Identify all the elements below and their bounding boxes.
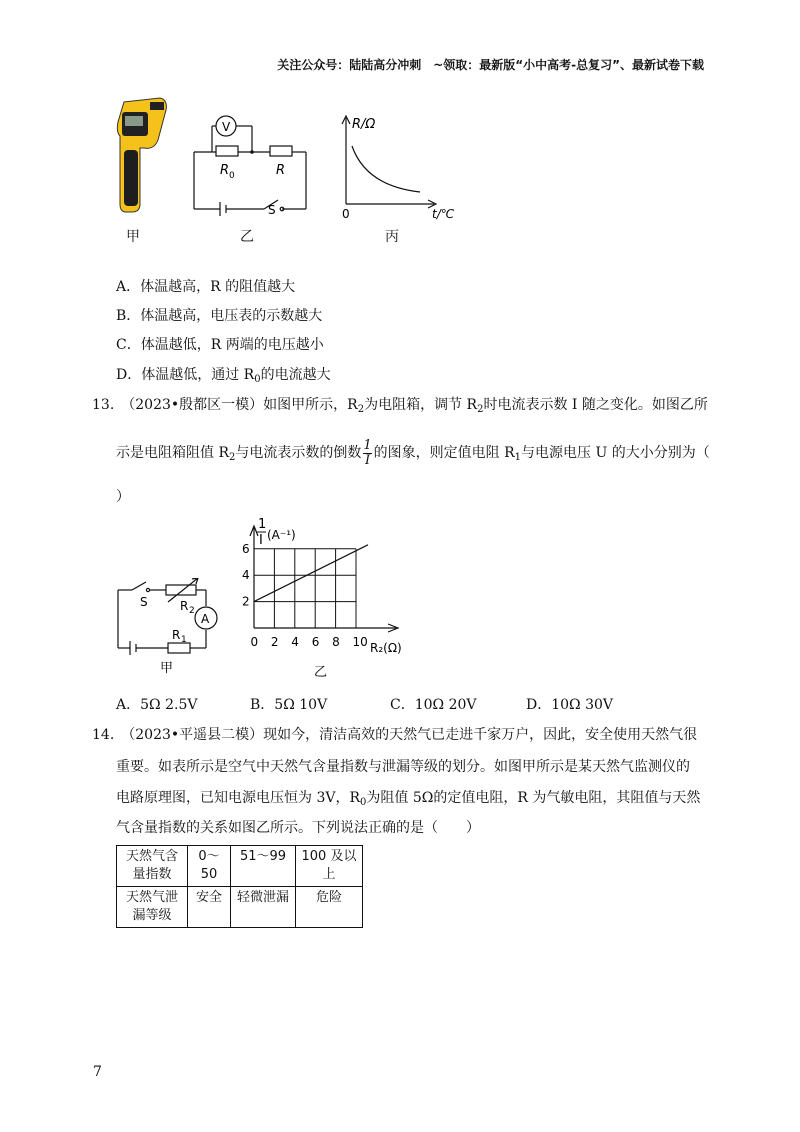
q14-number: 14. (92, 727, 115, 743)
svg-text:S: S (140, 595, 148, 609)
page-header: 关注公众号：陆陆高分冲刺 ~领取：最新版“小中高考-总复习”、最新试卷下载 (277, 58, 704, 72)
svg-text:1: 1 (181, 635, 187, 645)
table-cell: 危险 (296, 887, 363, 928)
r0-resistor (216, 146, 238, 156)
reciprocal-fraction: $\frac{1}{I}$ (363, 437, 372, 468)
q13-line2: 示是电阻箱阻值 $R_2$与电流表示数的倒数 $\frac{1}{I}$ 的图象，则定值电阻 $R_1$与电源电压 U 的大小分别为（ (116, 437, 710, 468)
gas-level-table (116, 845, 363, 928)
y-tick-label: 4 (242, 568, 250, 583)
q13-line3: ） (116, 489, 130, 505)
svg-text:R/Ω: R/Ω (352, 117, 376, 132)
table-cell: 0～50 (188, 846, 231, 887)
table-cell: 天然气泄漏等级 (117, 887, 188, 928)
q13-line1: 13. （2023•殷都区一模）如图甲所示，$R_2$为电阻箱，调节 $R_2$时电流表示数 I 随之变化。如图乙所 (92, 397, 708, 415)
q13-option-d[interactable]: D．10Ω 30V (526, 697, 614, 713)
q12-option-c[interactable]: C．体温越低，R 两端的电压越小 (116, 337, 324, 353)
fig12-label-jia: 甲 (126, 229, 140, 245)
q13-option-a[interactable]: A．5Ω 2.5V (116, 697, 198, 713)
r-resistor (270, 146, 292, 156)
svg-text:2: 2 (189, 606, 195, 616)
r-t-curve (352, 146, 420, 192)
fig12-r-t-graph (336, 112, 470, 222)
x-tick-label: 0 (250, 635, 259, 649)
page-number: 7 (93, 1064, 102, 1080)
table-cell: 100 及以上 (296, 846, 363, 887)
x-tick-label: 6 (311, 635, 320, 649)
table-row (117, 846, 363, 887)
fig12-label-bing: 丙 (385, 229, 399, 245)
q14-line3: 电路原理图，已知电源电压恒为 3V，$R_0$为阻值 5Ω的定值电阻，R 为气敏电阻，其阻值与天然 (116, 790, 701, 808)
svg-text:甲: 甲 (160, 661, 174, 676)
r2-rheostat (166, 585, 196, 595)
chart-ticks (242, 542, 368, 649)
table-cell: 天然气含量指数 (117, 846, 188, 887)
table-row (117, 887, 363, 928)
q12-option-a[interactable]: A．体温越高，R 的阻值越大 (116, 279, 296, 295)
table-cell: 轻微泄漏 (231, 887, 296, 928)
q13-circuit-diagram (110, 578, 226, 678)
x-tick-label: 10 (352, 635, 368, 649)
table-cell: 安全 (188, 887, 231, 928)
q13-number: 13. (92, 397, 115, 413)
svg-text:R: R (180, 599, 189, 613)
y-tick-label: 2 (242, 594, 250, 609)
x-tick-label: 8 (332, 635, 340, 649)
x-tick-label: 2 (270, 635, 279, 649)
x-tick-label: 4 (291, 635, 299, 649)
q12-option-d[interactable]: D．体温越低，通过 $R_0$的电流越大 (116, 367, 331, 385)
svg-text:t/℃: t/℃ (432, 207, 455, 221)
q13-option-c[interactable]: C．10Ω 20V (390, 697, 477, 713)
q12-option-b[interactable]: B．体温越高，电压表的示数越大 (116, 308, 323, 324)
xlabel: R₂(Ω) (370, 641, 402, 655)
ylabel-den: I (259, 533, 263, 548)
fig12-circuit-diagram (186, 112, 316, 218)
svg-text:R: R (276, 163, 286, 178)
svg-text:A: A (201, 612, 210, 626)
fig12-label-yi: 乙 (240, 229, 254, 245)
series-line (254, 545, 368, 602)
svg-text:R: R (172, 628, 181, 642)
q13-switch-icon (132, 582, 146, 590)
svg-text:0: 0 (342, 207, 350, 221)
infrared-thermometer-image (110, 96, 170, 214)
y-tick-label: 6 (242, 541, 250, 556)
q14-line4: 气含量指数的关系如图乙所示。下列说法正确的是（ ） (116, 820, 480, 836)
q14-source: （2023•平遥县二模） (128, 727, 264, 743)
q13-option-b[interactable]: B．5Ω 10V (250, 697, 328, 713)
q13-source: （2023•殷都区一模） (128, 397, 264, 413)
svg-text:R: R (220, 163, 230, 178)
svg-text:0: 0 (229, 171, 235, 181)
chart-grid (254, 549, 356, 628)
svg-text:S: S (268, 203, 276, 217)
ylabel-unit: (A⁻¹) (267, 528, 296, 542)
svg-text:V: V (222, 120, 231, 134)
table-cell: 51～99 (231, 846, 296, 887)
ylabel-num: 1 (258, 517, 267, 532)
q14-line1: 14. （2023•平遥县二模）现如今，清洁高效的天然气已走进千家万户，因此，安全使用天然气很 (92, 727, 698, 743)
q13-chart (236, 514, 426, 680)
q13-graph-label: 乙 (314, 665, 328, 680)
q14-line2: 重要。如表所示是空气中天然气含量指数与泄漏等级的划分。如图甲所示是某天然气监测仪的 (116, 759, 690, 775)
